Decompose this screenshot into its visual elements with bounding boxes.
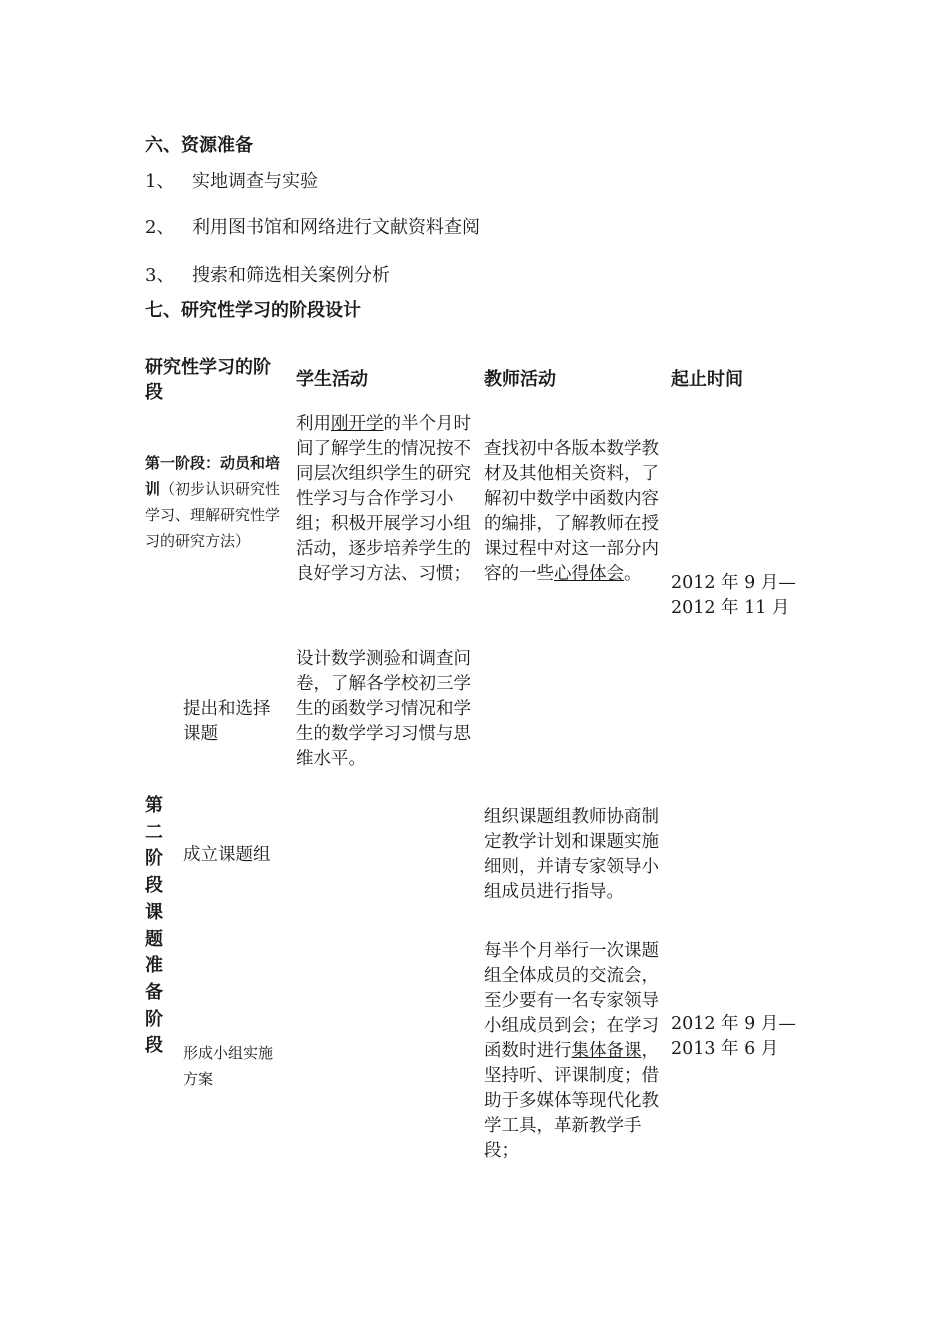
vertical-title-char: 课 bbox=[145, 901, 163, 923]
phase-1-stage-cell bbox=[145, 450, 283, 554]
list-item-text: 利用图书馆和网络进行文献资料查阅 bbox=[192, 217, 480, 238]
phase-1-time: 2012 年 9 月—2012 年 11 月 bbox=[671, 573, 796, 618]
vertical-title-char: 二 bbox=[145, 821, 163, 843]
phase-1-title: 第一阶段：动员和培训 bbox=[145, 454, 281, 498]
phase-2-sub-3-title: 形成小组实施方案 bbox=[183, 1044, 274, 1088]
table-header-time: 起止时间 bbox=[671, 369, 743, 390]
phase-2-time: 2012 年 9 月—2013 年 6 月 bbox=[671, 1014, 796, 1059]
list-item-number: 3、 bbox=[145, 265, 175, 286]
underlined-text: 集体备课 bbox=[571, 1041, 642, 1061]
phase-2-vertical-title bbox=[145, 793, 167, 1060]
vertical-title-char: 阶 bbox=[145, 848, 163, 870]
vertical-title-char: 备 bbox=[145, 981, 163, 1003]
list-item bbox=[145, 167, 645, 193]
underlined-text: 刚开学 bbox=[331, 414, 384, 434]
vertical-title-char: 第 bbox=[145, 795, 163, 816]
list-item-number: 2、 bbox=[145, 217, 175, 238]
list-item bbox=[145, 213, 645, 239]
phase-2-sub-3-teacher-activity: 每半个月举行一次课题组全体成员的交流会，至少要有一名专家领导小组成员到会；在学习函数时进行集体备课，坚持听、评课制度；借助于多媒体等现代化教学工具，革新教学手段； bbox=[484, 941, 659, 1161]
table-header-student-activity: 学生活动 bbox=[296, 369, 368, 390]
section-7-title: 七、研究性学习的阶段设计 bbox=[145, 300, 361, 321]
table-header-stage: 研究性学习的阶段 bbox=[145, 357, 271, 403]
phase-1-note: （初步认识研究性学习、理解研究性学习的研究方法） bbox=[145, 480, 281, 550]
vertical-title-char: 段 bbox=[145, 875, 163, 897]
vertical-title-char: 题 bbox=[145, 928, 163, 950]
list-item-text: 搜索和筛选相关案例分析 bbox=[192, 265, 390, 286]
vertical-title-char: 准 bbox=[145, 955, 163, 977]
phase-2-sub-2-teacher-activity: 组织课题组教师协商制定教学计划和课题实施细则，并请专家领导小组成员进行指导。 bbox=[484, 807, 659, 902]
vertical-title-char: 阶 bbox=[145, 1008, 163, 1030]
underlined-text: 心得体会 bbox=[554, 564, 624, 584]
list-item-text: 实地调查与实验 bbox=[192, 171, 318, 192]
list-item-number: 1、 bbox=[145, 171, 175, 192]
section-6-title: 六、资源准备 bbox=[145, 135, 253, 156]
phase-2-sub-1-title: 提出和选择课题 bbox=[183, 699, 271, 744]
vertical-title-char: 段 bbox=[145, 1035, 163, 1057]
phase-2-sub-2-title: 成立课题组 bbox=[183, 845, 271, 865]
list-item bbox=[145, 261, 645, 287]
table-header-teacher-activity: 教师活动 bbox=[484, 369, 556, 390]
phase-1-teacher-activity: 查找初中各版本数学教材及其他相关资料，了解初中数学中函数内容的编排，了解教师在授课过程中对这一部分内容的一些心得体会。 bbox=[484, 439, 659, 584]
phase-2-sub-1-student-activity: 设计数学测验和调查问卷，了解各学校初三学生的函数学习情况和学生的数学学习习惯与思维水平。 bbox=[296, 649, 471, 769]
phase-1-student-activity: 利用刚开学的半个月时间了解学生的情况按不同层次组织学生的研究性学习与合作学习小组；积极开展学习小组活动，逐步培养学生的良好学习方法、习惯； bbox=[296, 414, 471, 584]
